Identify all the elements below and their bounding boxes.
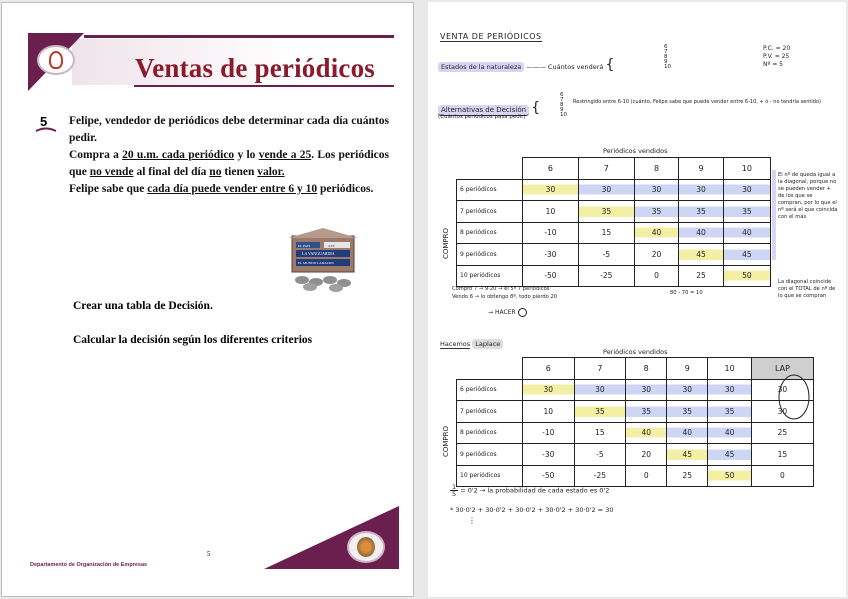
row-label: 8 periódicos	[457, 422, 523, 444]
table-cell: 30	[723, 179, 770, 201]
row-label: 6 periódicos	[457, 179, 523, 201]
newsstand-clipart-icon	[288, 228, 358, 293]
problem-text: . Los periódicos que	[69, 149, 389, 178]
laplace-formula: $\frac{1}{5} = 0'2$ → la probabilidad de cada estado es 0'2	[452, 483, 610, 498]
alternativa-item: 9	[560, 107, 564, 113]
alternativas-label: Alternativas de Decisión {	[438, 100, 540, 116]
column-header: 10	[723, 158, 770, 180]
underlined-text: no vende	[89, 166, 134, 178]
footer-page-number: 5	[207, 550, 211, 558]
table-row	[457, 222, 771, 244]
table-cell: 35	[634, 201, 678, 223]
table-cell: 25	[679, 265, 723, 287]
task-create-table: Crear una tabla de Decisión.	[73, 300, 213, 312]
table-cell: -30	[523, 244, 579, 266]
calc-note-2: Vendo 6 → lo obtengo 8º, todo pierdo 20	[452, 294, 558, 300]
table-cell: 30	[626, 379, 667, 401]
column-header: 7	[578, 158, 634, 180]
table-cell: 35	[626, 401, 667, 423]
underlined-text: 20 u.m. cada periódico	[122, 149, 235, 161]
alternativas-sub: (Cuántos periódicos pasa pedir)	[438, 114, 526, 120]
table-cell: 50	[708, 465, 752, 487]
table-cell: 40	[679, 222, 723, 244]
table-cell: 50	[723, 265, 770, 287]
calc-note-3: 80 - 70 = 10	[670, 290, 703, 296]
alternativa-item: 7	[560, 97, 564, 103]
decision-table	[456, 157, 771, 287]
table-cell: -5	[574, 444, 626, 466]
row-label: 8 periódicos	[457, 222, 523, 244]
problem-text: Compra a	[69, 149, 123, 161]
side-note-bar	[772, 170, 776, 260]
table-cell: 35	[578, 201, 634, 223]
laplace-ellipse-icon	[776, 372, 812, 422]
lap-header: LAP	[751, 358, 813, 380]
column-header: 9	[667, 358, 708, 380]
table-cell: 30	[523, 379, 575, 401]
table-cell: -10	[523, 422, 575, 444]
problem-number: 5	[40, 114, 48, 129]
table-cell: 40	[723, 222, 770, 244]
left-page	[1, 2, 414, 597]
estado-item: 8	[664, 54, 668, 60]
table-cell: 35	[708, 401, 752, 423]
problem-statement	[69, 113, 389, 198]
table-cell: 20	[626, 444, 667, 466]
param-item: Nº = 5	[763, 61, 783, 68]
table-cell: -30	[523, 444, 575, 466]
table-cell: 0	[634, 265, 678, 287]
column-header: 10	[708, 358, 752, 380]
table-cell: 40	[626, 422, 667, 444]
laplace-heading: Hacemos Laplace	[440, 340, 503, 348]
sign-el-pais: EL PAIS	[298, 244, 311, 248]
estado-item: 9	[664, 59, 668, 65]
table-corner	[457, 158, 523, 180]
table-cell: 25	[667, 465, 708, 487]
table-cell: 30	[574, 379, 626, 401]
table-cell: 30	[523, 179, 579, 201]
table-cell: 40	[708, 422, 752, 444]
row-label: 10 periódicos	[457, 265, 523, 287]
row-label: 9 periódicos	[457, 244, 523, 266]
university-logo-icon	[37, 45, 75, 75]
table-cell: 45	[679, 244, 723, 266]
lap-value: 0	[751, 465, 813, 487]
lap-value: 30	[751, 401, 813, 423]
alternativas-note: Restringido entre 6-10 (cuánto, Felipe sabe que puede vender entre 6-10, + ó - no tendría sentido)	[573, 99, 821, 105]
table1-title: Periódicos vendidos	[603, 147, 668, 155]
side-note-1: El nº de queda igual a la diagonal, porque no se pueden vender + de los que se compran, por lo que el nº será el que coincida con el más	[778, 172, 838, 220]
table-cell: -25	[578, 265, 634, 287]
table-row	[457, 444, 814, 466]
alternativa-item: 6	[560, 92, 564, 98]
department-logo-icon	[347, 531, 385, 563]
params-list	[763, 45, 790, 69]
table-cell: 30	[667, 379, 708, 401]
laplace-word: Laplace	[472, 339, 503, 349]
table1-compro-label: COMPRO	[442, 227, 450, 259]
hacer-circle-icon	[518, 308, 527, 317]
column-header: 8	[634, 158, 678, 180]
problem-text: al final del día	[133, 166, 210, 178]
lap-value: 25	[751, 422, 813, 444]
header-rule-top	[84, 35, 394, 38]
hacer-label: HACER	[494, 309, 516, 316]
sign-abc: ABC	[328, 244, 336, 248]
row-label: 7 periódicos	[457, 401, 523, 423]
row-label: 10 periódicos	[457, 465, 523, 487]
table-cell: 30	[708, 379, 752, 401]
hacer-note: → HACER	[488, 308, 527, 317]
laplace-calc-sum: * 30·0'2 + 30·0'2 + 30·0'2 + 30·0'2 + 30·0'2 = 30	[450, 506, 614, 514]
problem-text: periódicos.	[317, 183, 374, 195]
problem-text: Felipe sabe que	[69, 183, 148, 195]
underlined-text: valor.	[257, 166, 285, 178]
problem-line	[69, 113, 389, 147]
brace-icon: {	[605, 57, 615, 73]
param-item: P.C. = 20	[763, 45, 791, 52]
table-cell: 40	[667, 422, 708, 444]
table-cell: 45	[667, 444, 708, 466]
number-swash-icon	[35, 127, 57, 133]
problem-text: y lo	[234, 149, 259, 161]
calc-note-1: Compro 7 → 9·20 → él 5º 7 periódicos	[452, 286, 550, 292]
table-cell: 30	[634, 179, 678, 201]
continuation-dots: ⋮	[468, 516, 476, 525]
estados-list	[664, 45, 671, 70]
page-title: Ventas de periódicos	[135, 53, 376, 83]
estados-arrow-text: Cuántos venderá	[547, 63, 604, 71]
lap-value: 30	[751, 379, 813, 401]
table-cell: 10	[523, 201, 579, 223]
table-cell: 35	[679, 201, 723, 223]
table-row	[457, 422, 814, 444]
alternativa-item: 10	[560, 112, 567, 118]
problem-text: tienen	[221, 166, 258, 178]
table-cell: -10	[523, 222, 579, 244]
brace-icon: {	[531, 100, 541, 116]
table-row	[457, 401, 814, 423]
estado-item: 10	[664, 64, 671, 70]
table-row	[457, 244, 771, 266]
footer-department: Departamento de Organización de Empresas	[30, 562, 148, 568]
table-cell: 35	[667, 401, 708, 423]
table-cell: 30	[578, 179, 634, 201]
row-label: 9 periódicos	[457, 444, 523, 466]
column-header: 6	[523, 158, 579, 180]
table2-title: Periódicos vendidos	[603, 348, 668, 356]
task-calculate-decision: Calcular la decisión según los diferentes criterios	[73, 334, 313, 346]
table-cell: 20	[634, 244, 678, 266]
row-label: 7 periódicos	[457, 201, 523, 223]
underlined-text: cada día puede vender entre 6 y 10	[147, 183, 318, 195]
lap-value: 15	[751, 444, 813, 466]
table-cell: -25	[574, 465, 626, 487]
table-cell: 10	[523, 401, 575, 423]
estados-row	[438, 57, 614, 73]
table-cell: 15	[574, 422, 626, 444]
column-header: 7	[574, 358, 626, 380]
column-header: 8	[626, 358, 667, 380]
right-page	[428, 2, 846, 597]
table-cell: 35	[723, 201, 770, 223]
table-row	[457, 179, 771, 201]
underlined-text: no	[209, 166, 222, 178]
table-corner	[457, 358, 523, 380]
notes-heading: VENTA DE PERIÓDICOS	[440, 32, 542, 41]
header-rule-bottom	[134, 85, 394, 87]
table-cell: -50	[523, 465, 575, 487]
problem-line	[69, 147, 389, 181]
table-row	[457, 201, 771, 223]
table-row	[457, 265, 771, 287]
table-row	[457, 379, 814, 401]
column-header: 6	[523, 358, 575, 380]
table-cell: -5	[578, 244, 634, 266]
sign-vanguardia: LA VANGUARDIA	[302, 251, 335, 256]
arrow-icon: ———	[526, 63, 548, 71]
table-cell: 40	[634, 222, 678, 244]
underlined-text: vende a 25	[258, 149, 312, 161]
table-cell: 45	[723, 244, 770, 266]
param-item: P.V. = 25	[763, 53, 790, 60]
table-cell: 45	[708, 444, 752, 466]
table-cell: -50	[523, 265, 579, 287]
table-cell: 0	[626, 465, 667, 487]
laplace-table	[456, 357, 814, 487]
estado-item: 6	[664, 44, 668, 50]
problem-line	[69, 181, 389, 198]
estados-label: Estados de la naturaleza	[438, 62, 524, 72]
alternativas-list	[560, 93, 567, 118]
alternativa-item: 8	[560, 102, 564, 108]
table-cell: 15	[578, 222, 634, 244]
problem-text: Felipe, vendedor de periódicos debe determinar cada día cuántos pedir.	[69, 115, 389, 144]
sign-el-mundo: EL MUNDO LARAZON	[298, 261, 334, 265]
table-cell: 30	[679, 179, 723, 201]
table-cell: 35	[574, 401, 626, 423]
table2-compro-label: COMPRO	[442, 425, 450, 457]
side-note-2: La diagonal coincide con el TOTAL de nº de lo que se compran	[778, 279, 836, 299]
column-header: 9	[679, 158, 723, 180]
row-label: 6 periódicos	[457, 379, 523, 401]
estado-item: 7	[664, 49, 668, 55]
